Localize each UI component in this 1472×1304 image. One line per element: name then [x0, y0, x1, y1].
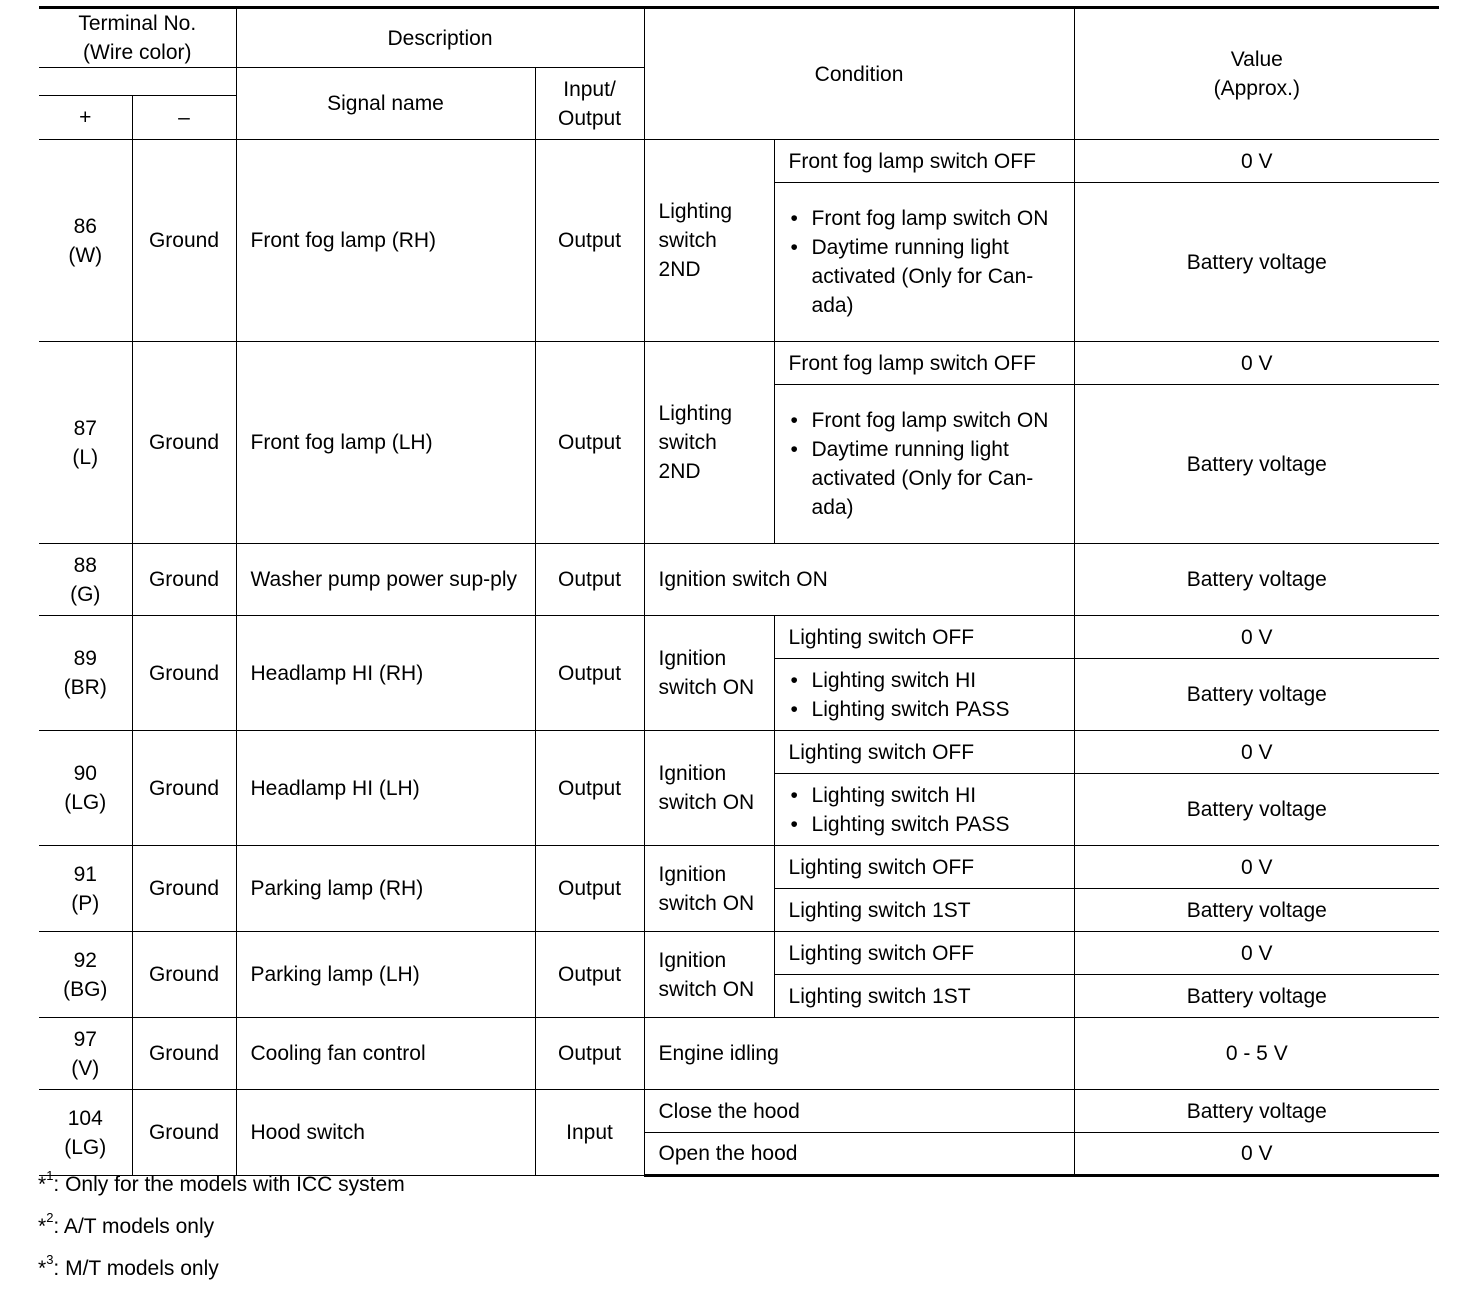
condition-bullet-item: • Lighting switch PASS	[789, 695, 1060, 724]
condition-sub-cell: Lighting switch OFF	[774, 846, 1074, 889]
header-signal-name: Signal name	[236, 68, 535, 140]
condition-main-line: switch ON	[658, 977, 755, 1001]
footnote	[38, 1252, 405, 1294]
input-output-cell: Output	[535, 1018, 644, 1090]
value-cell: Battery voltage	[1074, 889, 1439, 932]
value-cell: Battery voltage	[1074, 544, 1439, 616]
condition-sub-cell: Open the hood	[644, 1133, 1074, 1176]
condition-bullet-item: • Daytime running light activated (Only for Can-ada)	[789, 233, 1060, 320]
condition-main-cell	[644, 731, 774, 846]
terminal-number: 97	[73, 1027, 97, 1051]
input-output-cell: Output	[535, 846, 644, 932]
condition-main-line: switch	[658, 229, 717, 252]
terminal-cell	[39, 140, 132, 342]
condition-sub-cell	[774, 385, 1074, 544]
condition-sub-cell: Front fog lamp switch OFF	[774, 342, 1074, 385]
condition-main-line: 2ND	[658, 460, 701, 483]
condition-sub-cell: Lighting switch 1ST	[774, 889, 1074, 932]
footnote	[38, 1210, 405, 1252]
condition-main-cell	[644, 932, 774, 1018]
ground-cell: Ground	[132, 731, 236, 846]
input-output-cell: Output	[535, 544, 644, 616]
wire-color: (LG)	[64, 1135, 107, 1159]
value-cell: 0 V	[1074, 731, 1439, 774]
header-condition: Condition	[644, 8, 1074, 140]
condition-bullet-item: • Front fog lamp switch ON	[789, 406, 1060, 435]
footnote-text: : A/T models only	[53, 1215, 215, 1238]
condition-sub-cell	[774, 774, 1074, 846]
value-cell: 0 - 5 V	[1074, 1018, 1439, 1090]
value-cell: 0 V	[1074, 342, 1439, 385]
terminal-cell	[39, 616, 132, 731]
condition-sub-cell: Lighting switch OFF	[774, 932, 1074, 975]
value-cell: Battery voltage	[1074, 659, 1439, 731]
ground-cell: Ground	[132, 932, 236, 1018]
condition-bullet-item: • Lighting switch HI	[789, 666, 1060, 695]
footnote-mark: *	[38, 1257, 47, 1280]
input-output-cell: Output	[535, 932, 644, 1018]
footnote-mark: *	[38, 1215, 47, 1238]
footnote-number: 1	[46, 1168, 54, 1183]
condition-cell: Ignition switch ON	[644, 544, 1074, 616]
condition-bullet-list	[789, 406, 1060, 522]
header-minus: –	[132, 96, 236, 140]
signal-name-cell: Parking lamp (LH)	[236, 932, 535, 1018]
condition-sub-cell: Lighting switch OFF	[774, 731, 1074, 774]
signal-name-cell: Washer pump power sup-ply	[236, 544, 535, 616]
signal-name-cell: Hood switch	[236, 1090, 535, 1176]
condition-sub-cell	[774, 659, 1074, 731]
header-description: Description	[236, 8, 644, 68]
terminal-cell	[39, 1018, 132, 1090]
condition-bullet-item: • Daytime running light activated (Only for Can-ada)	[789, 435, 1060, 522]
ground-cell: Ground	[132, 544, 236, 616]
condition-bullet-list	[789, 781, 1060, 839]
condition-sub-cell: Front fog lamp switch OFF	[774, 140, 1074, 183]
table-body	[39, 140, 1439, 1176]
wire-color: (P)	[71, 891, 100, 915]
header-value: Value (Approx.)	[1074, 8, 1439, 140]
terminal-number: 91	[73, 862, 97, 886]
value-cell: 0 V	[1074, 1133, 1439, 1176]
condition-main-line: switch	[658, 431, 717, 454]
ground-cell: Ground	[132, 342, 236, 544]
ground-cell: Ground	[132, 140, 236, 342]
value-cell: Battery voltage	[1074, 183, 1439, 342]
value-cell: 0 V	[1074, 616, 1439, 659]
signal-name-cell: Cooling fan control	[236, 1018, 535, 1090]
value-cell: 0 V	[1074, 932, 1439, 975]
condition-bullet-item: • Lighting switch HI	[789, 781, 1060, 810]
footnote-number: 3	[46, 1252, 54, 1267]
signal-name-cell: Front fog lamp (RH)	[236, 140, 535, 342]
footnote-text: : Only for the models with ICC system	[53, 1173, 405, 1196]
condition-sub-cell: Lighting switch 1ST	[774, 975, 1074, 1018]
footnote-mark: *	[38, 1173, 47, 1196]
table-row	[39, 731, 1439, 774]
condition-main-line: switch ON	[658, 791, 755, 814]
value-cell: Battery voltage	[1074, 385, 1439, 544]
table-row	[39, 616, 1439, 659]
condition-main-line: 2ND	[658, 258, 701, 281]
terminal-cell	[39, 846, 132, 932]
condition-main-line: Lighting	[658, 402, 733, 425]
table-row	[39, 932, 1439, 975]
input-output-cell: Output	[535, 140, 644, 342]
footnote-number: 2	[46, 1210, 54, 1225]
condition-main-cell	[644, 342, 774, 544]
table-row	[39, 846, 1439, 889]
table-row	[39, 544, 1439, 616]
table-row	[39, 1090, 1439, 1133]
signal-name-cell: Parking lamp (RH)	[236, 846, 535, 932]
terminal-number: 92	[73, 948, 97, 972]
condition-main-line: switch ON	[658, 891, 755, 915]
value-cell: Battery voltage	[1074, 774, 1439, 846]
terminal-number: 90	[73, 762, 97, 785]
condition-cell: Engine idling	[644, 1018, 1074, 1090]
table-row	[39, 1018, 1439, 1090]
value-cell: Battery voltage	[1074, 1090, 1439, 1133]
condition-bullet-list	[789, 666, 1060, 724]
wire-color: (W)	[68, 243, 103, 267]
condition-sub-cell: Lighting switch OFF	[774, 616, 1074, 659]
ground-cell: Ground	[132, 1090, 236, 1176]
condition-main-line: Lighting	[658, 200, 733, 223]
header-terminal-spacer	[39, 68, 236, 96]
footnotes	[38, 1168, 405, 1294]
input-output-cell: Output	[535, 342, 644, 544]
terminal-cell	[39, 1090, 132, 1176]
terminal-table	[39, 6, 1439, 1177]
value-cell: 0 V	[1074, 140, 1439, 183]
condition-main-line: Ignition	[658, 862, 727, 886]
wire-color: (BG)	[63, 977, 108, 1001]
terminal-cell	[39, 342, 132, 544]
condition-main-line: Ignition	[658, 647, 727, 670]
terminal-cell	[39, 731, 132, 846]
table-row	[39, 140, 1439, 183]
condition-main-cell	[644, 140, 774, 342]
header-terminal-no: Terminal No. (Wire color)	[39, 8, 236, 68]
value-cell: 0 V	[1074, 846, 1439, 889]
condition-main-line: Ignition	[658, 948, 727, 972]
terminal-number: 86	[73, 214, 97, 238]
wire-color: (LG)	[64, 791, 107, 814]
terminal-number: 104	[67, 1106, 103, 1130]
condition-bullet-list	[789, 204, 1060, 320]
condition-main-line: Ignition	[658, 762, 727, 785]
condition-main-cell	[644, 616, 774, 731]
terminal-cell	[39, 932, 132, 1018]
terminal-cell	[39, 544, 132, 616]
wire-color: (BR)	[63, 676, 107, 699]
wire-color: (L)	[72, 445, 99, 469]
signal-name-cell: Headlamp HI (LH)	[236, 731, 535, 846]
condition-bullet-item: • Lighting switch PASS	[789, 810, 1060, 839]
signal-name-cell: Front fog lamp (LH)	[236, 342, 535, 544]
footnote	[38, 1168, 405, 1210]
condition-main-cell	[644, 846, 774, 932]
condition-sub-cell	[774, 183, 1074, 342]
condition-main-line: switch ON	[658, 676, 755, 699]
signal-name-cell: Headlamp HI (RH)	[236, 616, 535, 731]
value-cell: Battery voltage	[1074, 975, 1439, 1018]
wire-color: (V)	[71, 1056, 100, 1080]
terminal-number: 89	[73, 647, 97, 670]
ground-cell: Ground	[132, 1018, 236, 1090]
footnote-text: : M/T models only	[53, 1257, 219, 1280]
table-header	[39, 8, 1439, 140]
ground-cell: Ground	[132, 616, 236, 731]
table-row	[39, 342, 1439, 385]
terminal-number: 88	[73, 553, 97, 577]
header-input-output: Input/ Output	[535, 68, 644, 140]
input-output-cell: Output	[535, 731, 644, 846]
input-output-cell: Input	[535, 1090, 644, 1176]
condition-sub-cell: Close the hood	[644, 1090, 1074, 1133]
condition-bullet-item: • Front fog lamp switch ON	[789, 204, 1060, 233]
wire-color: (G)	[70, 582, 101, 606]
header-plus: +	[39, 96, 132, 140]
input-output-cell: Output	[535, 616, 644, 731]
ground-cell: Ground	[132, 846, 236, 932]
terminal-number: 87	[73, 416, 97, 440]
